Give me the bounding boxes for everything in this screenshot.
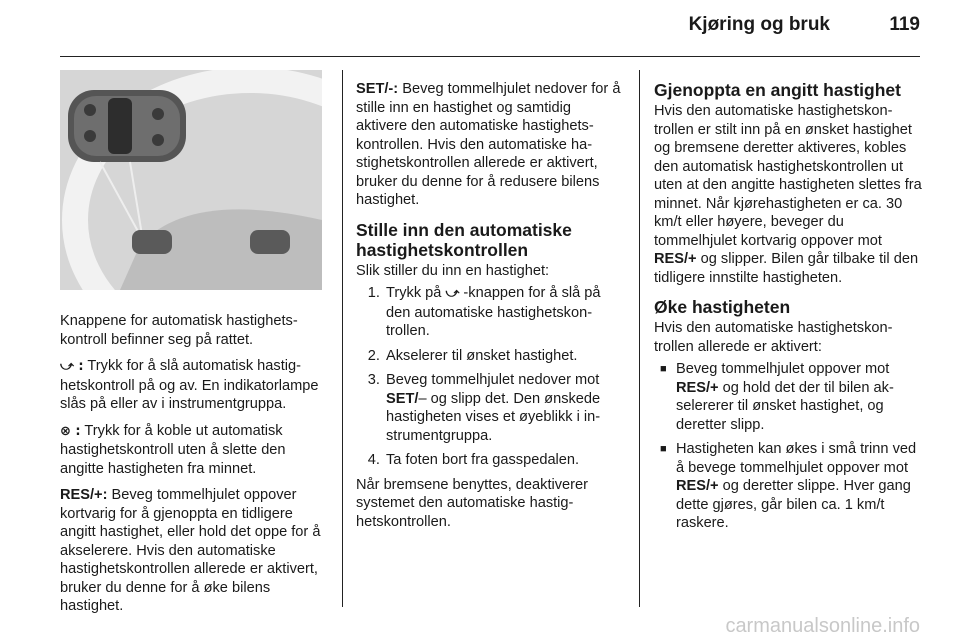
set-speed-lead: Slik stiller du inn en hastighet: (356, 262, 550, 279)
page-header-title: Kjøring og bruk (688, 14, 830, 35)
list-item (384, 284, 624, 341)
res-text: Beveg tommelhjulet oppover kortvarig for å gjenoppta en tidligere angitt hastighet, eller hold det oppe for å akselerere. Hvis den automatiske hastighetskontrollen allerede er aktivert, bruker du denne for å øke bilens hastighet. (60, 487, 321, 614)
set-text: Beveg tommelhjulet nedover for å stille inn en hastighet og samtidig aktivere den automatiske hastighetskontrollen. Hvis den automatiske hastighetskontrollen allerede er aktivert, bruker du denne for å redusere bilens hastighet. (356, 81, 621, 208)
bullet1-text-a: Beveg tommelhjulet oppover mot (676, 361, 890, 377)
page-number: 119 (889, 14, 920, 35)
cruise-cancel-text: Trykk for å koble ut automatisk hastighetskontroll uten å slette den angitte hastigheten fra minnet. (60, 422, 286, 477)
list-item: 2. Akselerer til ønsket hastighet. (384, 347, 624, 366)
res-description (60, 486, 328, 616)
list-item (676, 440, 922, 533)
step3-label: SET/ (386, 390, 419, 407)
resume-label: RES/+ (654, 251, 697, 267)
set-speed-steps (356, 284, 624, 470)
bullet1-label: RES/+ (676, 379, 719, 396)
column-3 (654, 80, 922, 539)
res-label: RES/+: (60, 487, 108, 503)
step1-text-b: -knappen for å slå på den automatiske hastighetskontrollen. (386, 285, 601, 339)
brake-note: Når bremsene benyttes, deaktiverer systemet den automatiske hastighetskontrollen. (356, 476, 588, 530)
list-item: 4. Ta foten bort fra gasspedalen. (384, 451, 624, 470)
cruise-toggle-text: Trykk for å slå automatisk hastighetskontroll på og av. En indikatorlampe slås på eller av i instrumentgruppa. (60, 358, 319, 412)
list-item (676, 360, 922, 434)
step3-text-b: – og slipp det. Den ønskede hastigheten vises et øyeblikk i instrumentgruppa. (386, 390, 601, 444)
list-item (384, 371, 624, 445)
resume-text (654, 102, 922, 287)
bullet1-text-b: og hold det der til bilen akselererer til ønsket hastighet, og deretter slipp. (676, 379, 894, 433)
cruise-cancel-icon: ⊗ : (60, 423, 81, 439)
cruise-cancel-description (60, 422, 328, 479)
header-rule (60, 56, 920, 57)
column-divider-1 (342, 70, 343, 607)
section-heading-increase: Øke hastigheten (654, 297, 791, 317)
cruise-toggle-description (60, 357, 328, 414)
step1-text-a: Trykk på (386, 285, 446, 301)
column-divider-2 (639, 70, 640, 607)
section-heading-resume: Gjenoppta en angitt hastighet (654, 80, 901, 100)
resume-text-b: og slipper. Bilen går tilbake til den tidligere innstilte hastigheten. (654, 251, 919, 286)
cruise-control-icon: ⤻ : (60, 359, 84, 374)
step3-text-a: Beveg tommelhjulet nedover mot (386, 372, 600, 388)
intro-text: Knappene for automatisk hastighetskontroll befinner seg på rattet. (60, 313, 298, 348)
column-2 (356, 80, 624, 539)
bullet2-text-a: Hastigheten kan økes i små trinn ved å bevege tommelhjulet oppover mot (676, 441, 917, 476)
increase-lead: Hvis den automatiske hastighetskontrollen allerede er aktivert: (654, 320, 893, 355)
set-label: SET/-: (356, 81, 399, 97)
section-heading-set-speed: Stille inn den automatiske hastighetskontrollen (356, 219, 572, 260)
column-1 (60, 70, 328, 624)
steering-wheel-figure (60, 70, 322, 290)
watermark: carmanualsonline.info (725, 615, 920, 637)
cruise-control-icon: ⤻ (445, 286, 460, 301)
increase-list (654, 360, 922, 533)
bullet2-label: RES/+ (676, 478, 719, 494)
resume-text-a: Hvis den automatiske hastighetskontrollen er stilt inn på en ønsket hastighet og bremsene deretter aktiveres, kobles den automatisk hastighetskontrollen ut uten at den angitte hastigheten slettes fra minnet. Når kjørehastigheten er ca. 30 km/t eller høyere, beveger du tommelhjulet kortvarig oppover mot (654, 103, 922, 249)
set-description (356, 80, 624, 210)
steering-wheel-cruise-control-image (60, 70, 322, 290)
bullet2-text-b: og deretter slippe. Hver gang dette gjøres, går bilen ca. 1 km/t raskere. (676, 478, 911, 531)
